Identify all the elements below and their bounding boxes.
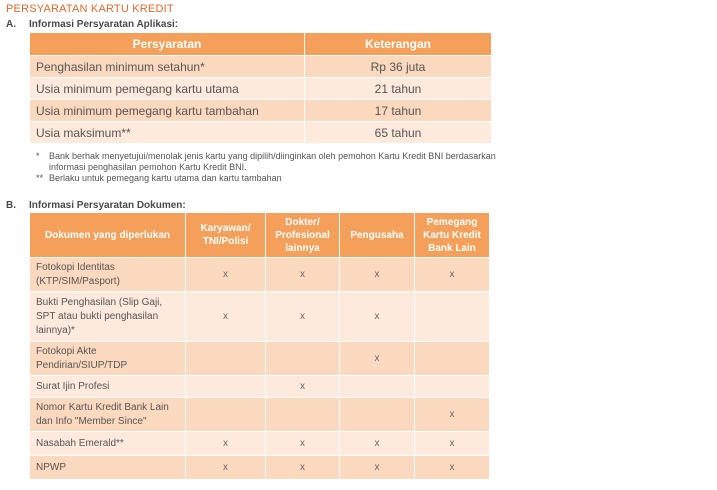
check-cell xyxy=(266,342,340,376)
requirement-cell: Penghasilan minimum setahun* xyxy=(30,56,305,78)
table-row xyxy=(30,78,492,100)
check-cell: x xyxy=(186,292,266,342)
table-row xyxy=(30,56,492,78)
value-cell: 21 tahun xyxy=(305,78,492,100)
check-cell xyxy=(266,398,340,432)
document-cell: Bukti Penghasilan (Slip Gaji, SPT atau bukti penghasilan lainnya)* xyxy=(30,292,186,342)
header-documents: Dokumen yang diperlukan xyxy=(30,213,186,258)
table-row xyxy=(30,456,490,480)
check-cell: x xyxy=(266,432,340,456)
header-requirement: Persyaratan xyxy=(30,33,305,56)
check-cell: x xyxy=(340,342,415,376)
table-row xyxy=(30,432,490,456)
table-row xyxy=(30,342,490,376)
check-cell: x xyxy=(340,292,415,342)
check-cell: x xyxy=(415,432,490,456)
header-entrepreneur: Pengusaha xyxy=(340,213,415,258)
requirement-cell: Usia minimum pemegang kartu utama xyxy=(30,78,305,100)
header-description: Keterangan xyxy=(305,33,492,56)
section-a-letter: A. xyxy=(6,19,16,30)
check-cell: x xyxy=(415,456,490,480)
document-cell: Nasabah Emerald** xyxy=(30,432,186,456)
application-requirements-table xyxy=(29,32,492,144)
value-cell: Rp 36 juta xyxy=(305,56,492,78)
header-employee: Karyawan/ TNI/Polisi xyxy=(186,213,266,258)
document-cell: Surat Ijin Profesi xyxy=(30,376,186,398)
check-cell: x xyxy=(186,258,266,292)
table-row xyxy=(30,258,490,292)
value-cell: 17 tahun xyxy=(305,100,492,122)
section-a-title: Informasi Persyaratan Aplikasi: xyxy=(29,19,179,30)
check-cell xyxy=(186,376,266,398)
table-row xyxy=(30,122,492,144)
check-cell xyxy=(415,292,490,342)
section-b-letter: B. xyxy=(6,200,16,211)
table-header-row xyxy=(30,213,490,258)
document-cell: NPWP xyxy=(30,456,186,480)
document-cell: Fotokopi Identitas (KTP/SIM/Pasport) xyxy=(30,258,186,292)
requirement-cell: Usia maksimum** xyxy=(30,122,305,144)
value-cell: 65 tahun xyxy=(305,122,492,144)
check-cell: x xyxy=(340,432,415,456)
header-professional: Dokter/ Profesional lainnya xyxy=(266,213,340,258)
check-cell: x xyxy=(266,456,340,480)
section-a-heading xyxy=(6,19,178,30)
check-cell: x xyxy=(186,456,266,480)
table-row xyxy=(30,100,492,122)
page-title: PERSYARATAN KARTU KREDIT xyxy=(6,3,174,15)
footnote-mark: ** xyxy=(36,173,44,183)
check-cell: x xyxy=(266,292,340,342)
footnote-text: Bank berhak menyetujui/menolak jenis kartu yang dipilih/diinginkan oleh pemohon Kartu Kredit BNI berdasarkan informasi penghasilan pemohon Kartu Kredit BNI. xyxy=(49,151,496,172)
check-cell: x xyxy=(415,398,490,432)
table-row xyxy=(30,376,490,398)
check-cell xyxy=(186,398,266,432)
document-cell: Fotokopi Akte Pendirian/SIUP/TDP xyxy=(30,342,186,376)
check-cell xyxy=(415,376,490,398)
footnotes xyxy=(36,151,497,184)
check-cell: x xyxy=(340,258,415,292)
check-cell: x xyxy=(266,258,340,292)
header-other-card-holder: Pemegang Kartu Kredit Bank Lain xyxy=(415,213,490,258)
section-b-heading xyxy=(6,200,186,211)
footnote-text: Berlaku untuk pemegang kartu utama dan kartu tambahan xyxy=(49,173,282,183)
document-cell: Nomor Kartu Kredit Bank Lain dan Info "Member Since" xyxy=(30,398,186,432)
footnote-mark: * xyxy=(36,151,40,161)
table-row xyxy=(30,398,490,432)
check-cell xyxy=(186,342,266,376)
table-row xyxy=(30,292,490,342)
check-cell xyxy=(340,398,415,432)
footnote xyxy=(36,151,497,173)
footnote xyxy=(36,173,497,184)
table-header-row xyxy=(30,33,492,56)
check-cell: x xyxy=(186,432,266,456)
document-requirements-table xyxy=(29,212,490,480)
section-b-title: Informasi Persyaratan Dokumen: xyxy=(29,200,186,211)
check-cell xyxy=(415,342,490,376)
check-cell: x xyxy=(415,258,490,292)
requirement-cell: Usia minimum pemegang kartu tambahan xyxy=(30,100,305,122)
check-cell: x xyxy=(266,376,340,398)
check-cell xyxy=(340,376,415,398)
check-cell: x xyxy=(340,456,415,480)
